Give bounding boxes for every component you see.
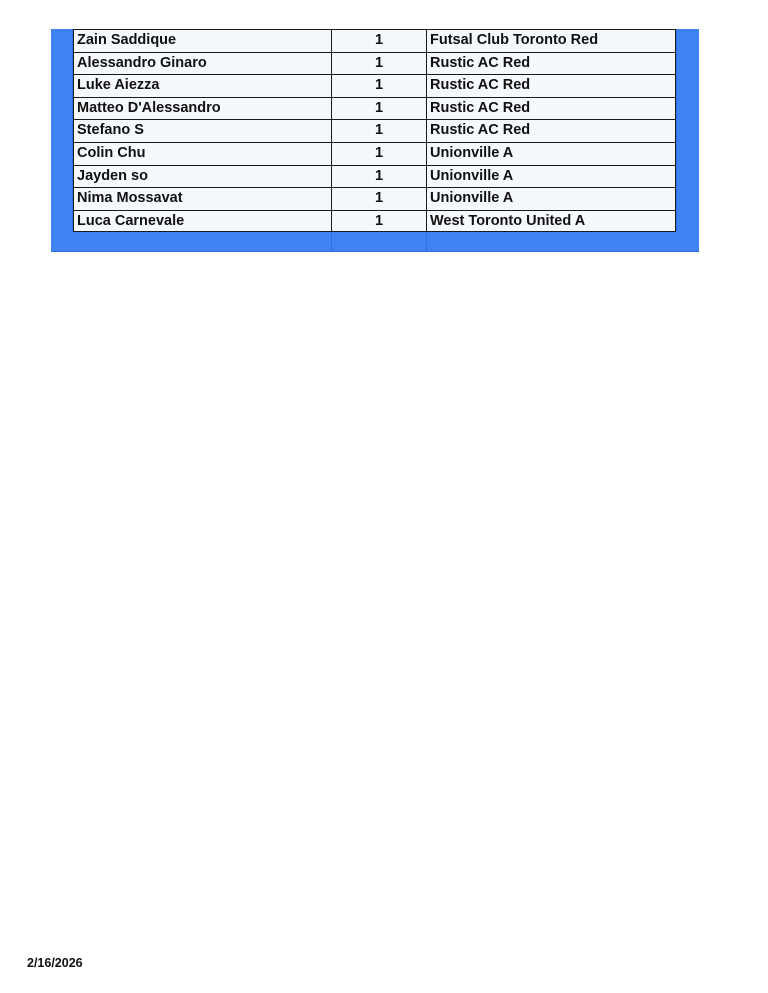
row-margin-right — [676, 97, 699, 120]
table-row — [51, 187, 699, 210]
table-row — [51, 52, 699, 75]
player-name-cell: Alessandro Ginaro — [73, 52, 332, 75]
row-margin-left — [51, 74, 73, 97]
table-row — [51, 29, 699, 52]
row-margin-right — [676, 52, 699, 75]
team-name-cell: Rustic AC Red — [427, 74, 676, 97]
player-name-cell: Stefano S — [73, 119, 332, 142]
table-row — [51, 119, 699, 142]
row-margin-left — [51, 165, 73, 188]
empty-cell — [332, 232, 427, 251]
scorers-table — [51, 29, 699, 252]
table-row — [51, 210, 699, 233]
empty-cell — [427, 232, 676, 251]
table-row — [51, 165, 699, 188]
print-date: 2/16/2026 — [27, 956, 83, 970]
goal-count-cell: 1 — [332, 52, 427, 75]
player-name-cell: Zain Saddique — [73, 29, 332, 52]
player-name-cell: Colin Chu — [73, 142, 332, 165]
row-margin-right — [676, 142, 699, 165]
team-name-cell: Rustic AC Red — [427, 52, 676, 75]
row-margin-right — [676, 187, 699, 210]
row-margin-left — [51, 210, 73, 233]
row-margin-left — [51, 29, 73, 52]
team-name-cell: Rustic AC Red — [427, 97, 676, 120]
empty-highlighted-row — [51, 232, 699, 251]
team-name-cell: Unionville A — [427, 142, 676, 165]
row-margin-right — [676, 29, 699, 52]
row-margin-left — [51, 187, 73, 210]
row-margin-left — [51, 97, 73, 120]
table-row — [51, 97, 699, 120]
team-name-cell: Rustic AC Red — [427, 119, 676, 142]
team-name-cell: Futsal Club Toronto Red — [427, 29, 676, 52]
player-name-cell: Luca Carnevale — [73, 210, 332, 233]
goal-count-cell: 1 — [332, 187, 427, 210]
row-margin-right — [676, 119, 699, 142]
team-name-cell: West Toronto United A — [427, 210, 676, 233]
team-name-cell: Unionville A — [427, 165, 676, 188]
row-margin-left — [51, 232, 73, 251]
goal-count-cell: 1 — [332, 97, 427, 120]
row-margin-left — [51, 52, 73, 75]
row-margin-right — [676, 232, 699, 251]
row-margin-right — [676, 210, 699, 233]
player-name-cell: Jayden so — [73, 165, 332, 188]
row-margin-left — [51, 119, 73, 142]
table-row — [51, 142, 699, 165]
table-row — [51, 74, 699, 97]
player-name-cell: Luke Aiezza — [73, 74, 332, 97]
goal-count-cell: 1 — [332, 74, 427, 97]
goal-count-cell: 1 — [332, 210, 427, 233]
row-margin-right — [676, 165, 699, 188]
row-margin-left — [51, 142, 73, 165]
player-name-cell: Matteo D'Alessandro — [73, 97, 332, 120]
team-name-cell: Unionville A — [427, 187, 676, 210]
row-margin-right — [676, 74, 699, 97]
goal-count-cell: 1 — [332, 142, 427, 165]
player-name-cell: Nima Mossavat — [73, 187, 332, 210]
empty-cell — [73, 232, 332, 251]
goal-count-cell: 1 — [332, 165, 427, 188]
goal-count-cell: 1 — [332, 29, 427, 52]
goal-count-cell: 1 — [332, 119, 427, 142]
